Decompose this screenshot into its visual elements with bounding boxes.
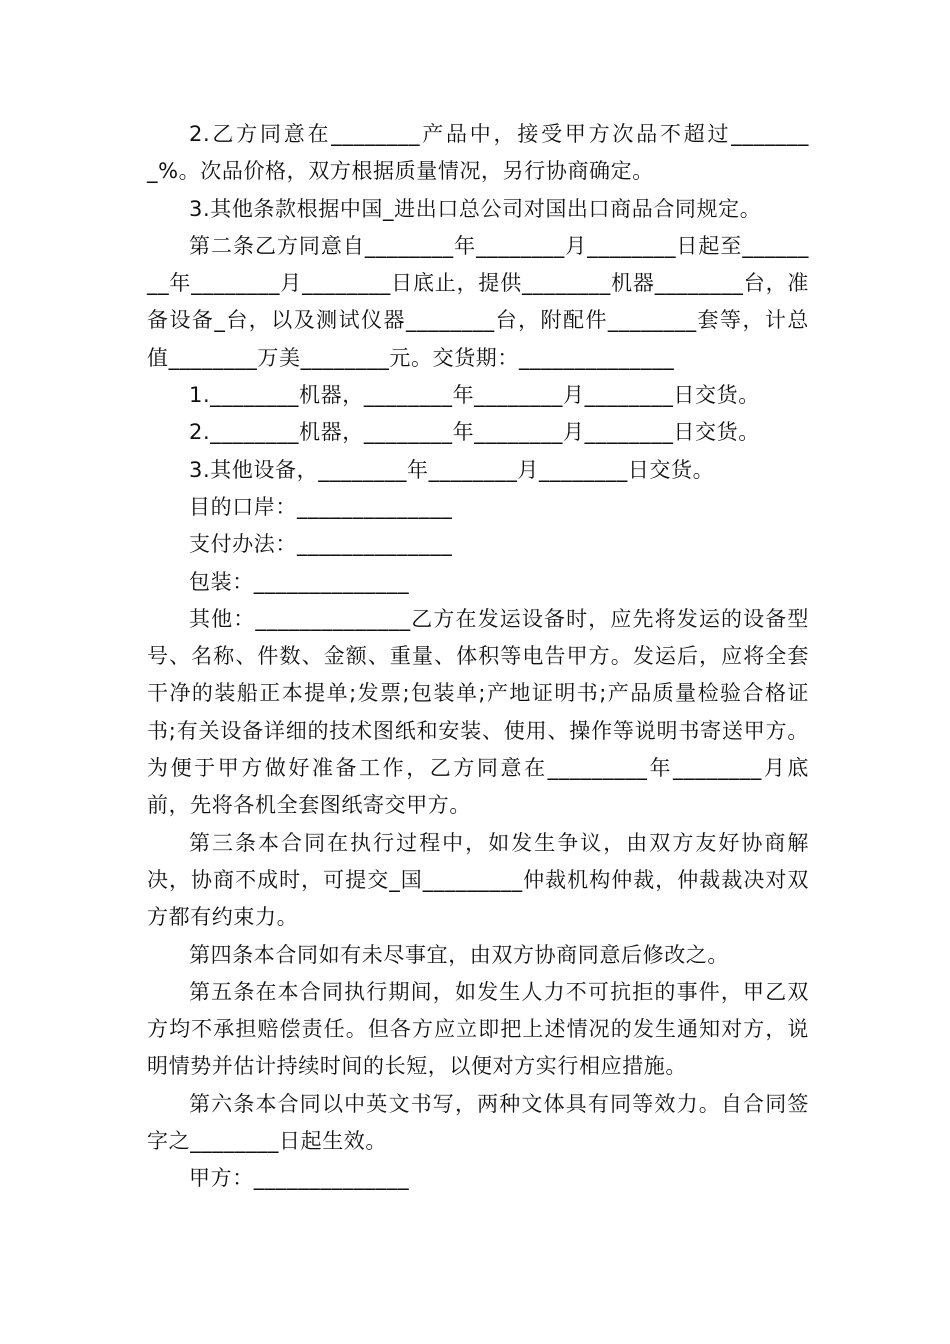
delivery-item-3: 3.其他设备，________年________月________日交货。 xyxy=(189,457,715,482)
article-6-effectiveness: 第六条本合同以中英文书写，两种文体具有同等效力。自合同签字之________日起生效。 xyxy=(147,1091,809,1154)
party-a-signature: 甲方：______________ xyxy=(189,1166,410,1191)
article-5-force-majeure: 第五条在本合同执行期间，如发生人力不可抗拒的事件，甲乙双方均不承担赔偿责任。但各方应立即把上述情况的发生通知对方，说明情势并估计持续时间的长短，以便对方实行相应措施。 xyxy=(147,979,809,1079)
other-shipping-terms: 其他：______________乙方在发运设备时，应先将发运的设备型号、名称、件数、金额、重量、体积等电告甲方。发运后，应将全套干净的装船正本提单;发票;包装单;产地证明书;产品质量检验合格证书;有关设备详细的技术图纸和安装、使用、操作等说明书寄送甲方。为便于甲方做好准备工作，乙方同意在_________年________月底前，先将各机全套图纸寄交甲方。 xyxy=(147,606,809,818)
delivery-item-1: 1.________机器，________年________月________日交货。 xyxy=(189,383,760,408)
destination-port: 目的口岸：______________ xyxy=(189,494,453,519)
packaging: 包装：______________ xyxy=(189,569,410,594)
article-4-amendments: 第四条本合同如有未尽事宜，由双方协商同意后修改之。 xyxy=(189,942,729,967)
contract-body xyxy=(147,116,809,1198)
article-3-disputes: 第三条本合同在执行过程中，如发生争议，由双方友好协商解决，协商不成时，可提交_国_________仲裁机构仲裁，仲裁裁决对双方都有约束力。 xyxy=(147,830,809,930)
clause-3-other-terms: 3.其他条款根据中国_进出口总公司对国出口商品合同规定。 xyxy=(189,196,762,221)
article-2-delivery: 第二条乙方同意自________年________月________日起至________年________月________日底止，提供________机器________台，准备设备_台，以及测试仪器________台，附配件________套等，计总值________万美________元。交货期：______________ xyxy=(147,233,809,370)
payment-method: 支付办法：______________ xyxy=(189,532,453,557)
clause-2-defect-rate: 2.乙方同意在________产品中，接受甲方次品不超过________%。次品价格，双方根据质量情况，另行协商确定。 xyxy=(147,122,809,184)
delivery-item-2: 2.________机器，________年________月________日交货。 xyxy=(189,420,760,445)
